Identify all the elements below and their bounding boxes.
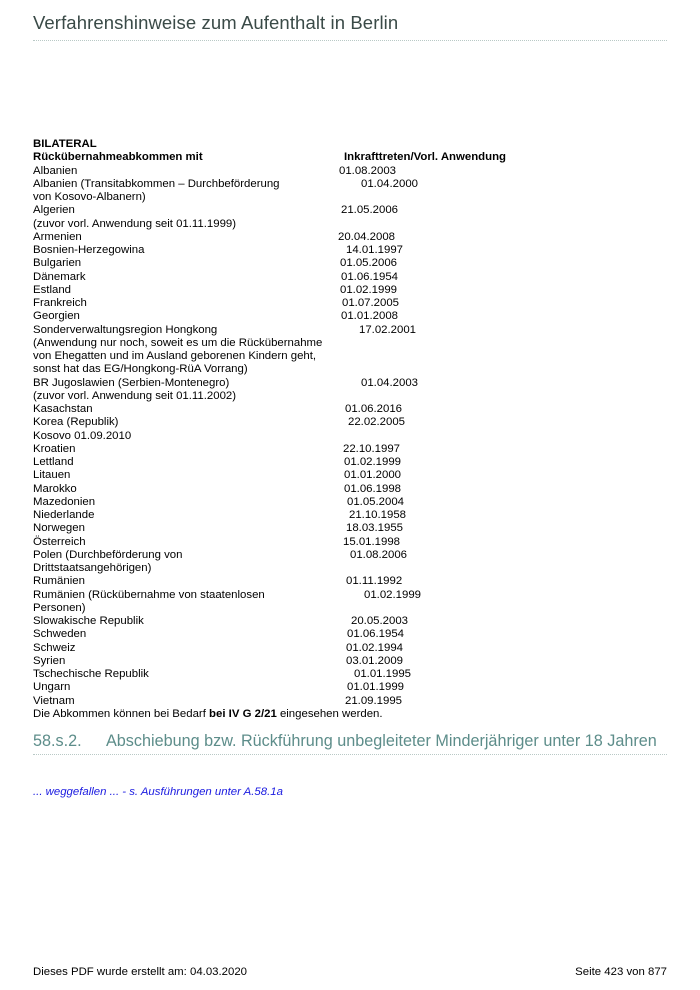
page-header [33,12,667,41]
agreement-date: 01.01.1999 [347,681,405,694]
agreement-country: Syrien [33,654,66,667]
agreement-country: Schweiz [33,641,76,654]
agreement-date: 15.01.1998 [343,535,401,548]
agreement-row [33,310,673,323]
agreement-country: Korea (Republik) [33,416,119,429]
agreement-row [33,271,673,284]
agreement-country: Slowakische Republik [33,615,144,627]
agreement-date: 20.05.2003 [351,615,409,627]
agreement-row [33,244,673,257]
agreement-note: Personen) [33,601,86,614]
agreement-row [33,628,673,641]
agreement-row [33,204,673,217]
agreement-row [33,443,673,456]
agreement-date: 01.01.2008 [341,310,399,323]
agreement-country: Ungarn [33,681,71,694]
footer-created-date: Dieses PDF wurde erstellt am: 04.03.2020 [33,966,247,978]
agreement-country: Dänemark [33,270,86,283]
agreement-note: (Anwendung nur noch, soweit es um die Rückübernahme [33,336,323,349]
agreement-country: Norwegen [33,522,85,535]
agreement-date: 01.08.2006 [350,548,408,561]
agreement-date: 01.01.2000 [344,469,402,482]
agreement-row [33,589,673,602]
agreements-list [33,138,673,721]
agreement-date: 22.02.2005 [348,416,406,429]
agreement-row [33,695,673,708]
agreement-date: 01.02.1999 [344,456,402,468]
agreement-row [33,642,673,655]
agreement-date: 01.05.2004 [347,495,405,508]
agreement-row [33,257,673,270]
agreement-row [33,165,673,178]
agreement-row [33,456,673,469]
agreement-date: 01.04.2000 [361,177,419,190]
section-title: Abschiebung bzw. Rückführung unbegleiteter Minderjähriger unter 18 Jahren [106,732,657,750]
agreements-column-headers [33,151,673,164]
agreement-country: Tschechische Republik [33,668,149,680]
agreement-row [33,549,673,562]
agreement-row [33,496,673,509]
agreement-date: 22.10.1997 [343,442,401,455]
agreement-country: Frankreich [33,297,87,309]
agreement-country: Bosnien-Herzegowina [33,244,145,256]
agreement-country: Polen (Durchbeförderung von [33,548,183,561]
agreement-country: Kasachstan [33,403,93,415]
agreement-country: Lettland [33,456,74,468]
agreements-heading: BILATERAL [33,138,97,150]
agreement-country: Kroatien [33,442,76,455]
section-heading [33,732,667,755]
agreement-country: Algerien [33,204,75,217]
agreements-footnote [33,708,673,721]
footer-page-number: Seite 423 von 877 [575,966,667,978]
agreement-row [33,231,673,244]
agreement-date: 01.02.1999 [364,588,422,601]
agreement-country: Armenien [33,230,82,243]
agreement-note: von Ehegatten und im Ausland geborenen Kindern geht, [33,350,317,362]
agreement-country: Marokko [33,482,77,495]
agreement-date: 01.07.2005 [342,297,400,309]
agreement-country: Litauen [33,469,71,482]
agreement-row [33,575,673,588]
agreement-country: Rumänien (Rückübernahme von staatenlosen [33,588,265,601]
agreement-row [33,483,673,496]
agreement-country: Österreich [33,535,86,548]
agreement-row [33,668,673,681]
agreement-row [33,178,673,191]
agreement-date: 01.01.1995 [354,668,412,680]
agreement-date: 17.02.2001 [359,323,417,336]
agreement-note: (zuvor vorl. Anwendung seit 01.11.1999) [33,217,237,230]
agreement-country: Georgien [33,310,80,323]
agreement-rows [33,165,673,708]
agreement-date: 01.04.2003 [361,376,419,389]
agreement-row [33,377,673,390]
agreement-date: 01.06.1954 [347,628,405,641]
agreement-country: Albanien (Transitabkommen – Durchbeförderung [33,177,280,190]
agreement-row [33,403,673,416]
agreement-country: Vietnam [33,694,75,707]
section-number: 58.s.2. [33,732,82,750]
agreement-date: 01.08.2003 [339,164,397,177]
agreement-country: Rumänien [33,575,85,588]
agreement-country: Schweden [33,628,87,641]
agreement-country: BR Jugoslawien (Serbien-Montenegro) [33,376,230,389]
agreement-row [33,509,673,522]
agreement-row [33,324,673,337]
agreement-note: Drittstaatsangehörigen) [33,562,152,574]
column-header-country: Rückübernahmeabkommen mit [33,151,203,164]
agreement-date: 01.06.1998 [344,482,402,495]
agreement-country: Mazedonien [33,495,96,508]
agreement-row [33,416,673,429]
agreement-row [33,284,673,297]
footnote-text-end: eingesehen werden. [276,707,383,720]
agreement-row [33,615,673,628]
agreement-row [33,297,673,310]
agreement-note: von Kosovo-Albanern) [33,191,146,203]
footnote-text-start: Die Abkommen können bei Bedarf [33,707,210,720]
agreement-date: 03.01.2009 [346,654,404,667]
agreement-note: (zuvor vorl. Anwendung seit 01.11.2002) [33,389,237,402]
agreement-country: Niederlande [33,509,95,521]
footnote-office: bei IV G 2/21 [209,707,277,720]
agreement-date: 01.02.1999 [340,283,398,296]
agreement-row [33,469,673,482]
agreement-note: sonst hat das EG/Hongkong-RüA Vorrang) [33,363,248,376]
agreement-date: 21.09.1995 [345,694,403,707]
agreement-date: 14.01.1997 [346,244,404,256]
omitted-notice: ... weggefallen ... - s. Ausführungen unter A.58.1a [33,786,283,798]
agreement-date: 01.06.1954 [341,270,399,283]
agreement-country: Bulgarien [33,257,82,270]
page-title: Verfahrenshinweise zum Aufenthalt in Berlin [33,12,399,33]
agreement-date: 01.06.2016 [345,403,403,415]
agreement-country: Kosovo 01.09.2010 [33,429,132,442]
agreement-country: Sonderverwaltungsregion Hongkong [33,323,218,336]
agreement-row [33,522,673,535]
agreement-date: 01.05.2006 [340,257,398,270]
agreement-row [33,536,673,549]
agreement-country: Estland [33,283,71,296]
agreement-row [33,430,673,443]
page-footer [33,966,667,978]
agreement-date: 01.11.1992 [346,575,403,588]
agreement-date: 01.02.1994 [346,641,404,654]
agreement-date: 21.10.1958 [349,509,407,521]
column-header-date: Inkrafttreten/Vorl. Anwendung [344,151,507,164]
agreement-row [33,681,673,694]
agreement-country: Albanien [33,164,78,177]
agreement-date: 21.05.2006 [341,204,399,217]
agreement-date: 18.03.1955 [346,522,404,535]
agreement-date: 20.04.2008 [338,230,396,243]
agreement-row [33,655,673,668]
